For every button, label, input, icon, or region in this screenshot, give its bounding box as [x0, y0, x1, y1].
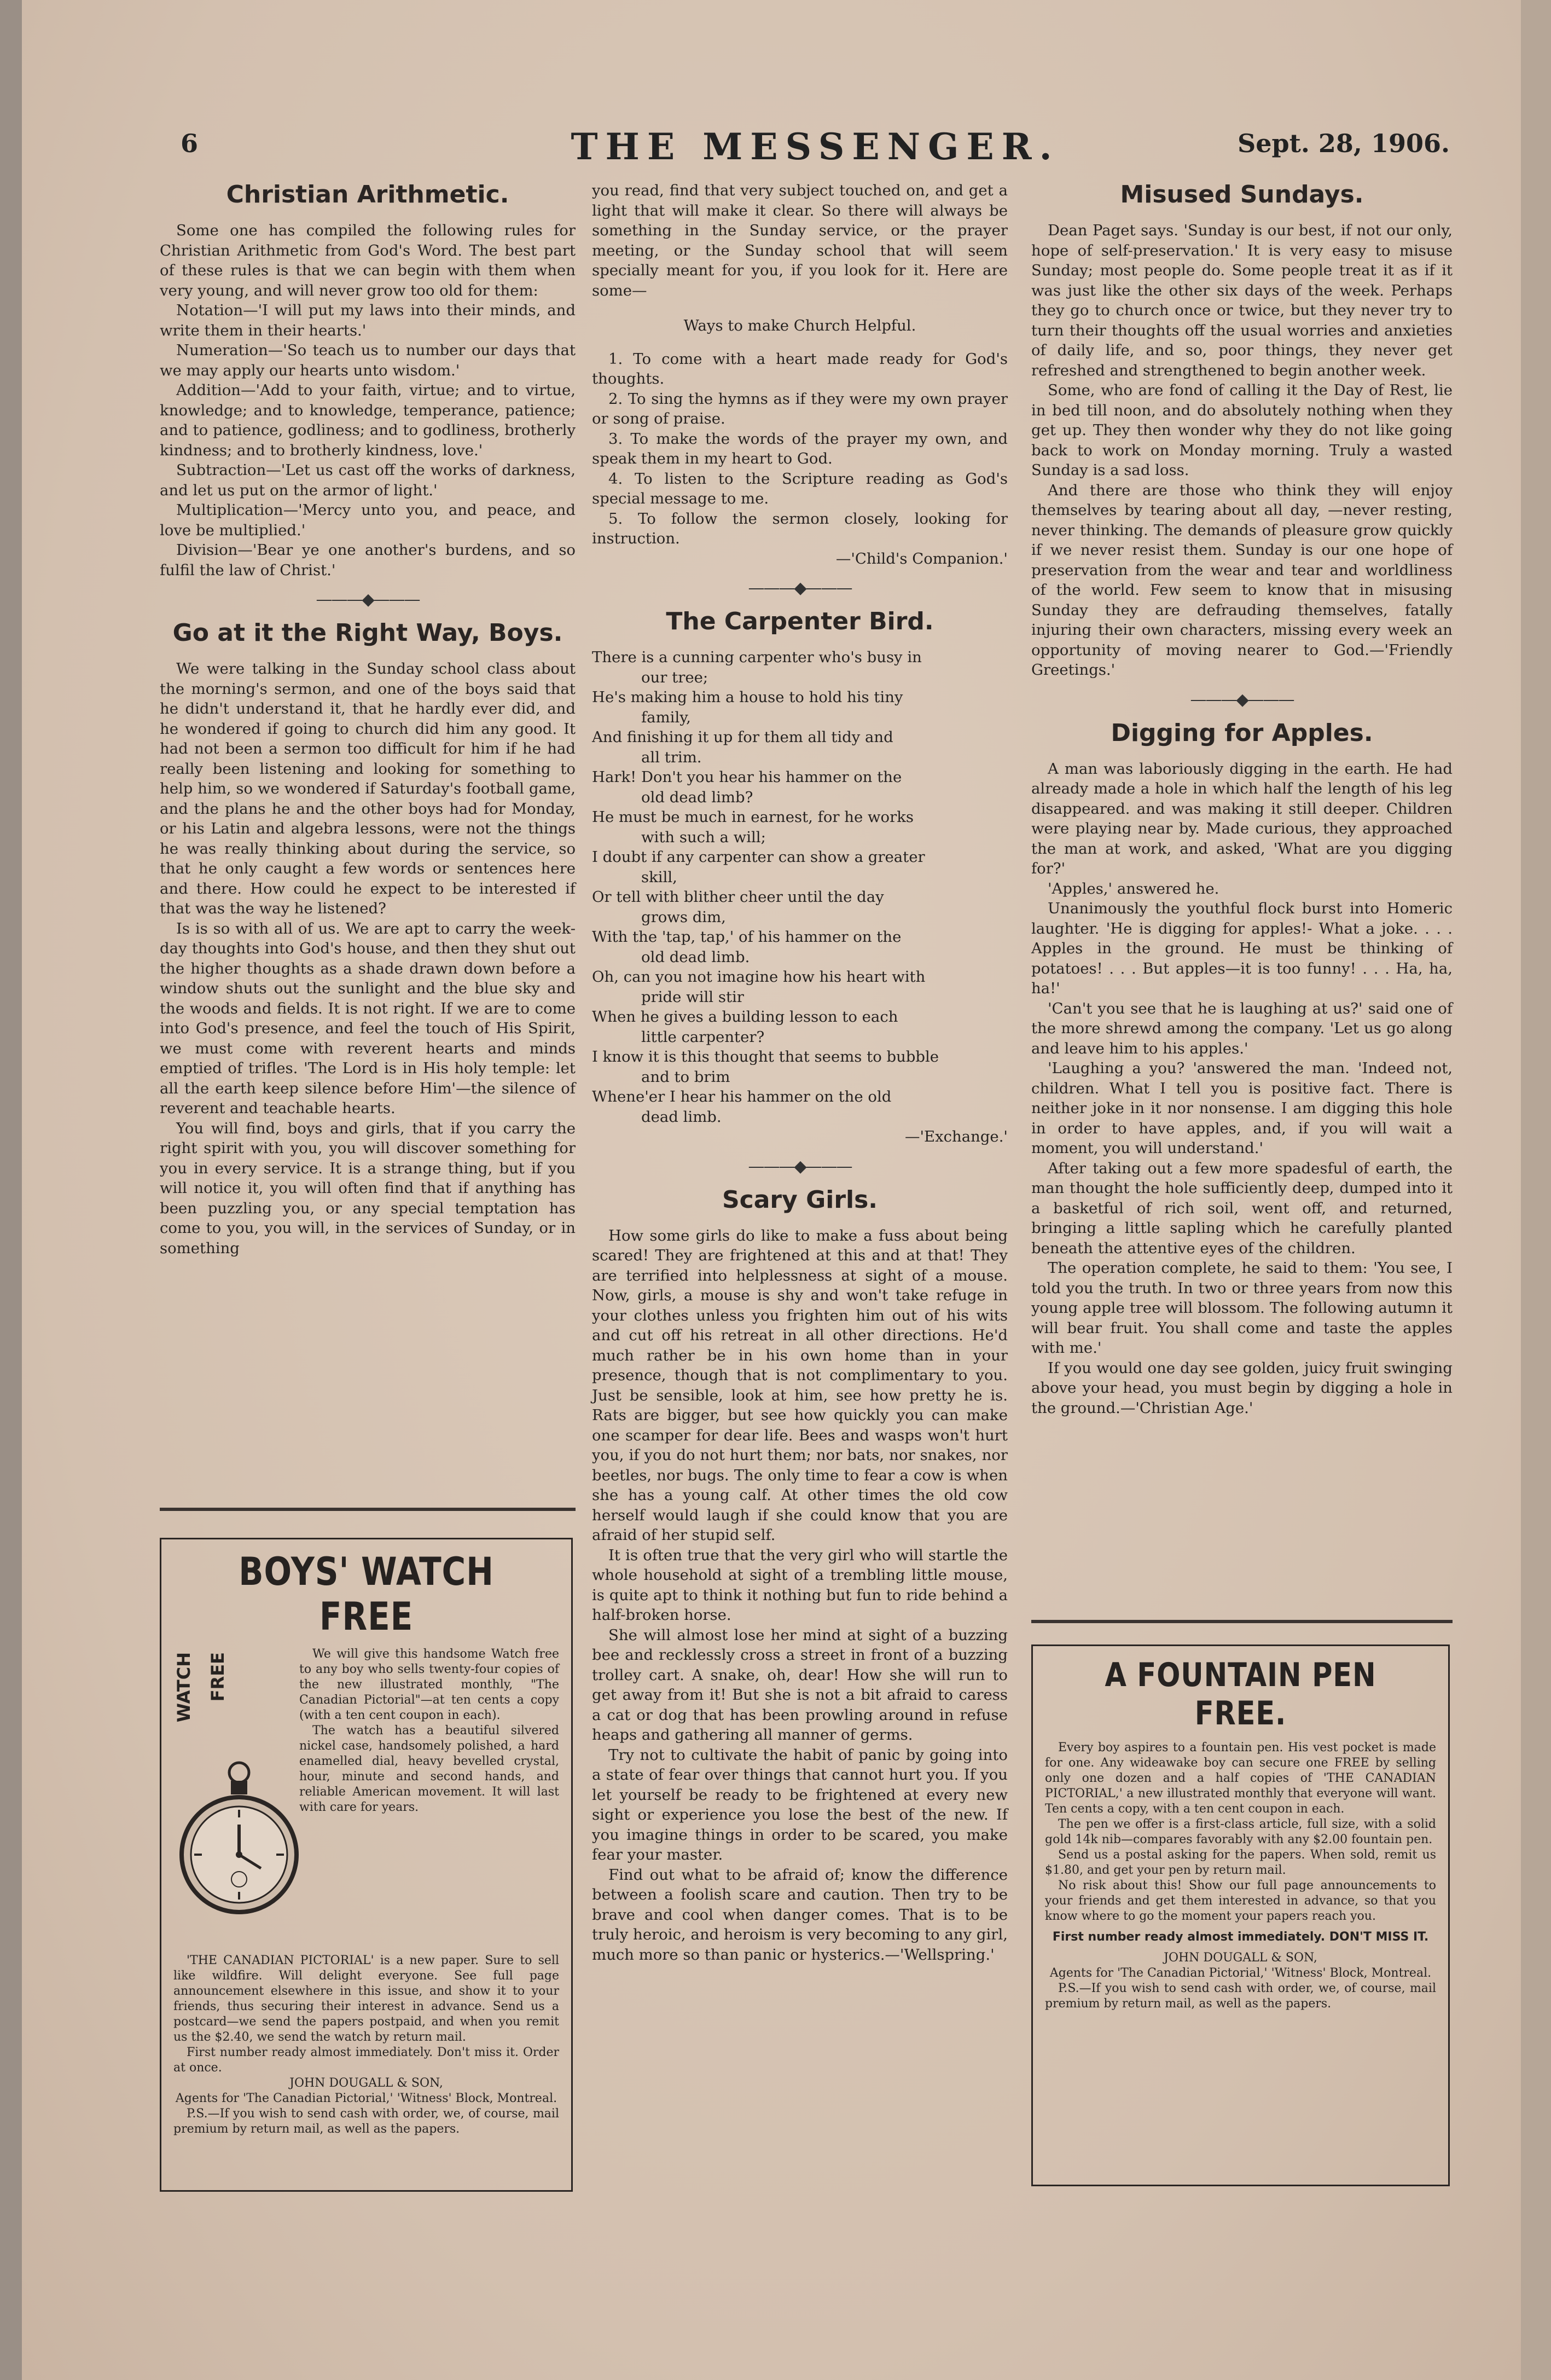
paragraph: It is often true that the very girl who will startle the whole household at sight of a trembling little mouse, is quite apt to think it nothing but fun to ride behind a half-broken horse.	[592, 1546, 1008, 1624]
column-right	[1031, 181, 1453, 1418]
watch-illustration	[173, 1647, 299, 1953]
watch-ad-body	[173, 1647, 559, 1953]
watch-advertisement	[160, 1538, 573, 2192]
poem-line: And finishing it up for them all tidy and	[592, 728, 893, 746]
poem-line: I know it is this thought that seems to bubble	[592, 1048, 939, 1066]
paragraph: After taking out a few more spadesful of earth, the man thought the hole sufficiently deep, dumped into it a basketful of rich soil, went off, and returned, bringing a little sapling which he carefully planted beneath the attentive eyes of the children.	[1031, 1159, 1453, 1257]
article-title: Christian Arithmetic.	[226, 181, 509, 209]
ad-postscript: P.S.—If you wish to send cash with order, we, of course, mail premium by return mail, as well as the papers.	[173, 2107, 559, 2136]
pocket-watch-icon	[173, 1647, 299, 1953]
paragraph: The operation complete, he said to them: 'You see, I told you the truth. In two or three years from now this young apple tree will blossom. The following autumn it will bear fruit. You shall come and taste the apples with me.'	[1031, 1259, 1453, 1357]
paragraph: Some one has compiled the following rules for Christian Arithmetic from God's Word. The best part of these rules is that we can begin with them when very young, and will never grow too old for them:	[160, 222, 576, 299]
list-title: Ways to make Church Helpful.	[683, 317, 916, 334]
article-title: Scary Girls.	[722, 1185, 878, 1214]
masthead	[181, 125, 1450, 172]
paper-title: THE MESSENGER.	[571, 125, 1060, 168]
poem-line: I doubt if any carpenter can show a greater	[592, 848, 925, 866]
ad-firm-name: JOHN DOUGALL & SON,	[1164, 1951, 1317, 1965]
ad-notice: First number ready almost immediately. DON'T MISS IT.	[1052, 1930, 1429, 1944]
poem-line: There is a cunning carpenter who's busy in	[592, 648, 922, 666]
ad-paragraph: 'THE CANADIAN PICTORIAL' is a new paper. Sure to sell like wildfire. Will delight everyone. See full page announcement elsewhere in this issue, and show it to your friends, thus securing their interest in advance. Send us a postcard—we send the papers postpaid, and when you remit us the $2.40, we send the watch by return mail.	[173, 1954, 559, 2044]
paragraph: Unanimously the youthful flock burst into Homeric laughter. 'He is digging for apples!- What a joke. . . . Apples in the ground. He must be thinking of potatoes! . . . But apples—it is too funny! . . . Ha, ha, ha!'	[1031, 900, 1453, 997]
ad-side-word: WATCH	[173, 1652, 194, 1723]
poem-line: dead limb.	[641, 1108, 722, 1126]
paragraph: Notation—'I will put my laws into their minds, and write them in their hearts.'	[160, 302, 576, 339]
section-ornament: ———◆———	[1190, 690, 1294, 709]
poem-line: old dead limb.	[641, 948, 750, 966]
issue-date: Sept. 28, 1906.	[1237, 129, 1450, 158]
list-item: 3. To make the words of the prayer my own, and speak them in my heart to God.	[592, 430, 1008, 467]
page-number: 6	[181, 129, 199, 158]
ad-firm-name: JOHN DOUGALL & SON,	[289, 2076, 443, 2090]
article-title: Digging for Apples.	[1111, 719, 1373, 747]
ad-paragraph: Every boy aspires to a fountain pen. His vest pocket is made for one. Any wideawake boy can secure one FREE by selling only one dozen and a half copies of 'THE CANADIAN PICTORIAL,' a new illustrated monthly that everyone will want. Ten cents a copy, with a ten cent coupon in each.	[1045, 1741, 1436, 1816]
poem-line: grows dim,	[641, 908, 726, 926]
ad-paragraph: We will give this handsome Watch free to any boy who sells twenty-four copies of the new illustrated monthly, "The Canadian Pictorial"—at ten cents a copy (with a ten cent coupon in each).	[299, 1647, 559, 1722]
page-edge	[1521, 0, 1551, 2380]
watch-ad-description	[299, 1647, 559, 1953]
poem-line: He must be much in earnest, for he works	[592, 808, 914, 826]
poem-line: little carpenter?	[641, 1028, 765, 1046]
poem-line: Oh, can you not imagine how his heart with	[592, 968, 926, 986]
paragraph: If you would one day see golden, juicy fruit swinging above your head, you must begin by digging a hole in the ground.—'Christian Age.'	[1031, 1359, 1453, 1417]
paragraph: Division—'Bear ye one another's burdens, and so fulfil the law of Christ.'	[160, 541, 576, 579]
paragraph: Is is so with all of us. We are apt to carry the week-day thoughts into God's house, and then they shut out the higher thoughts as a shade drawn down before a window shuts out the sunlight and the blue sky and the woods and fields. It is not right. If we are to come into God's presence, and feel the touch of His Spirit, we must come with reverent hearts and minds emptied of trifles. 'The Lord is in His holy temple: let all the earth keep silence before Him'—the silence of reverent and teachable hearts.	[160, 919, 576, 1117]
column-rule	[160, 1508, 576, 1511]
paragraph: Subtraction—'Let us cast off the works of darkness, and let us put on the armor of light.'	[160, 461, 576, 499]
paragraph: A man was laboriously digging in the earth. He had already made a hole in which half the length of his leg disappeared. and was making it still deeper. Children were playing near by. Made curious, they approached the man at work, and asked, 'What are you digging for?'	[1031, 760, 1453, 877]
fountain-pen-advertisement	[1031, 1644, 1450, 2186]
paragraph: Try not to cultivate the habit of panic by going into a state of fear over things that cannot hurt you. If you let yourself be ready to be frightened at every new sight or experience you lose the best of the new. If you imagine things in order to be scared, you make fear your master.	[592, 1746, 1008, 1863]
column-rule	[1031, 1620, 1453, 1623]
list-item: 2. To sing the hymns as if they were my own prayer or song of praise.	[592, 390, 1008, 427]
paragraph: You will find, boys and girls, that if you carry the right spirit with you, you will discover something for you in every service. It is a strange thing, but if you will notice it, you will often find that if anything has been puzzling you, or any special temptation has come to you, you will, in the services of Sunday, or in something	[160, 1119, 576, 1257]
paragraph: 'Can't you see that he is laughing at us?' said one of the more shrewd among the company. 'Let us go along and leave him to his apples.'	[1031, 999, 1453, 1057]
ad-paragraph: First number ready almost immediately. Don't miss it. Order at once.	[173, 2046, 559, 2075]
poem-line: Or tell with blither cheer until the day	[592, 888, 884, 906]
ad-paragraph: Send us a postal asking for the papers. When sold, remit us $1.80, and get your pen by return mail.	[1045, 1848, 1436, 1877]
list-item: 1. To come with a heart made ready for God's thoughts.	[592, 350, 1008, 387]
column-left	[160, 181, 576, 1258]
poem-line: all trim.	[641, 748, 702, 766]
poem	[592, 647, 1008, 1127]
column-middle	[592, 181, 1008, 1965]
ad-headline: BOYS' WATCH FREE	[239, 1549, 494, 1639]
paragraph: you read, find that very subject touched on, and get a light that will make it clear. So there will always be something in the Sunday service, or the prayer meeting, or the Sunday school that will seem specially meant for you, if you look for it. Here are some—	[592, 182, 1008, 299]
article-title: Misused Sundays.	[1120, 181, 1364, 209]
poem-line: Hark! Don't you hear his hammer on the	[592, 768, 902, 786]
paragraph: Some, who are fond of calling it the Day of Rest, lie in bed till noon, and do absolutely nothing when they get up. They then wonder why they do not like going back to work on Monday morning. Truly a wasted Sunday is a sad loss.	[1031, 381, 1453, 479]
poem-line: our tree;	[641, 668, 708, 686]
ad-paragraph: The pen we offer is a first-class article, full size, with a solid gold 14k nib—compares favorably with any $2.00 fountain pen.	[1045, 1817, 1436, 1846]
list-item: 5. To follow the sermon closely, looking for instruction.	[592, 509, 1008, 547]
ad-headline: A FOUNTAIN PEN FREE.	[1105, 1656, 1376, 1733]
poem-line: with such a will;	[641, 828, 766, 846]
paragraph: 'Apples,' answered he.	[1048, 879, 1219, 897]
section-ornament: ———◆———	[748, 578, 852, 598]
paragraph: Dean Paget says. 'Sunday is our best, if not our only, hope of self-preservation.' It is very easy to misuse Sunday; most people do. Some people treat it as if it was just like the other six days of the week. Perhaps they go to church once or twice, but they never try to turn their thoughts off the usual worries and anxieties of daily life, and so, poor things, they never get refreshed and strengthened to begin another week.	[1031, 222, 1453, 379]
poem-line: Whene'er I hear his hammer on the old	[592, 1088, 892, 1105]
paragraph: How some girls do like to make a fuss about being scared! They are frightened at this and at that! They are terrified into helplessness at sight of a mouse. Now, girls, a mouse is shy and won't take refuge in your clothes unless you frighten him out of his wits and cut off his retreat in all other directions. He'd much rather be in his own home than in your presence, though that is not complimentary to you. Just be sensible, look at him, see how pretty he is. Rats are bigger, but see how quickly you can make one scamper for dear life. Bees and wasps won't hurt you, if you do not hurt them; nor bats, nor snakes, nor beetles, nor bugs. The only time to fear a cow is when she has a young calf. At other times the old cow herself would laugh if she could know that you are afraid of her stupid self.	[592, 1226, 1008, 1544]
ad-side-word: FREE	[207, 1652, 228, 1702]
paragraph: Multiplication—'Mercy unto you, and peace, and love be multiplied.'	[160, 501, 576, 539]
ad-postscript: P.S.—If you wish to send cash with order, we, of course, mail premium by return mail, as well as the papers.	[1045, 1982, 1436, 2011]
section-ornament: ———◆———	[748, 1156, 852, 1176]
poem-line: He's making him a house to hold his tiny	[592, 688, 903, 706]
ad-paragraph: The watch has a beautiful silvered nickel case, handsomely polished, a hard enamelled dial, heavy bevelled crystal, hour, minute and second hands, and reliable American movement. It will last with care for years.	[299, 1724, 559, 1814]
ad-agents: Agents for 'The Canadian Pictorial,' 'Witness' Block, Montreal.	[175, 2092, 557, 2105]
source-credit: —'Exchange.'	[904, 1128, 1008, 1145]
paragraph: Addition—'Add to your faith, virtue; and to virtue, knowledge; and to knowledge, temperance, patience; and to patience, godliness; and to godliness, brotherly kindness; and to brotherly kindness, love.'	[160, 381, 576, 459]
poem-line: and to brim	[641, 1068, 730, 1086]
ad-paragraph: No risk about this! Show our full page announcements to your friends and get them interested in advance, so that you know where to go the moment your papers reach you.	[1045, 1879, 1436, 1923]
poem-line: With the 'tap, tap,' of his hammer on the	[592, 928, 902, 946]
list-item: 4. To listen to the Scripture reading as God's special message to me.	[592, 470, 1008, 507]
section-ornament: ———◆———	[316, 590, 420, 609]
poem-line: old dead limb?	[641, 788, 753, 806]
paragraph: And there are those who think they will enjoy themselves by tearing about all day, —never resting, never thinking. The demands of pleasure grow quickly if we never resist them. Sunday is our one hope of preservation from the wear and tear and worldliness of the world. Few seem to know that in misusing Sunday they are defrauding themselves, fatally injuring their own characters, missing every week an opportunity of moving nearer to God.—'Friendly Greetings.'	[1031, 481, 1453, 679]
paragraph: 'Laughing a you? 'answered the man. 'Indeed not, children. What I tell you is positive fact. There is neither joke in it nor nonsense. I am digging this hole in order to have apples, and, if you will wait a moment, you will understand.'	[1031, 1059, 1453, 1157]
paragraph: We were talking in the Sunday school class about the morning's sermon, and one of the boys said that he didn't understand it, that he hardly ever did, and he wondered if going to church did him any good. It had not been a sermon too difficult for him if he had really been listening and looking for something to help him, so we wondered if Saturday's football game, and the plans he and the other boys had for Monday, or his Latin and algebra lessons, were not the things he was really thinking about during the service, so that he only caught a few words or sentences here and there. How could he expect to be interested if that was the way he listened?	[160, 660, 576, 917]
poem-line: pride will stir	[641, 988, 744, 1006]
paragraph: Find out what to be afraid of; know the difference between a foolish scare and caution. Then try to be brave and cool when danger comes. That is to be truly heroic, and heroism is very becoming to any girl, much more so than panic or hysterics.—'Wellspring.'	[592, 1866, 1008, 1964]
article-title: Go at it the Right Way, Boys.	[172, 619, 563, 647]
article-title: The Carpenter Bird.	[666, 607, 934, 635]
ad-agents: Agents for 'The Canadian Pictorial,' 'Witness' Block, Montreal.	[1049, 1966, 1432, 1980]
paragraph: Numeration—'So teach us to number our days that we may apply our hearts unto wisdom.'	[160, 341, 576, 379]
source-credit: —'Child's Companion.'	[835, 549, 1008, 568]
poem-line: skill,	[641, 868, 677, 886]
poem-line: family,	[641, 708, 691, 726]
poem-line: When he gives a building lesson to each	[592, 1008, 898, 1026]
paragraph: She will almost lose her mind at sight of a buzzing bee and recklessly cross a street in front of a buzzing trolley cart. A snake, oh, dear! How she will run to get away from it! But she is not a bit afraid to caress a cat or dog that has been prowling around in refuse heaps and gathering all manner of germs.	[592, 1626, 1008, 1744]
